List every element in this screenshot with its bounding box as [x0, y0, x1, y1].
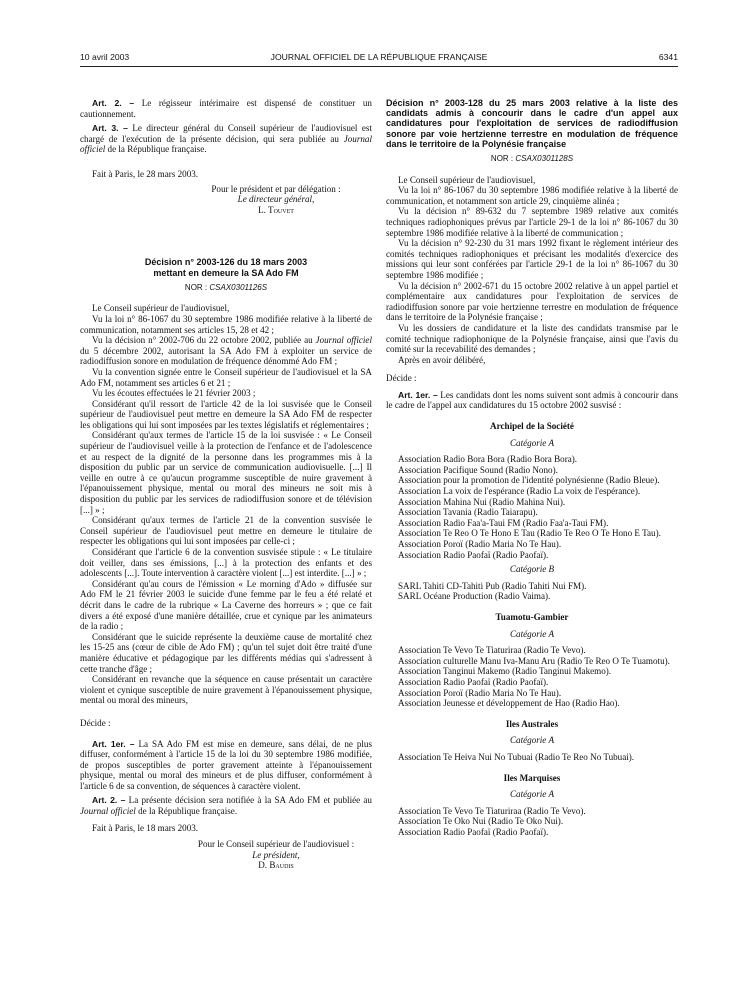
candidate-item: Association Radio Paofaï (Radio Paofaï).	[398, 549, 549, 560]
paragraph: Le Conseil supérieur de l'audiovisuel,	[92, 303, 230, 314]
candidate-item: Association culturelle Manu Iva-Manu Aru (Radio Te Reo O Te Tuamotu).	[398, 655, 670, 666]
signature-block	[180, 839, 372, 871]
candidate-item: Association Jeunesse et développement de Hao (Radio Hao).	[398, 698, 620, 709]
category-heading: Catégorie A	[509, 789, 555, 800]
paragraph: Considérant qu'il ressort de l'article 42 de la loi susvisée que le Conseil supérieur de l'audiovisuel peut mettre en demeure la SA Ado FM de respecter les obligations qui lui sont imposées par les textes législatifs et réglementaires ;	[80, 398, 372, 430]
done-at: Fait à Paris, le 28 mars 2003.	[92, 168, 199, 179]
signature-block	[180, 184, 372, 216]
candidate-item: Association Pacifique Sound (Radio Nono).	[398, 464, 558, 475]
candidate-item: Association La voix de l'espérance (Radio La voix de l'espérance).	[398, 486, 641, 497]
candidate-item: Association Te Vevo Te Tiaturiraa (Radio Te Vevo).	[398, 645, 586, 656]
nor-reference: NOR : CSAX0301128S	[490, 154, 574, 164]
paragraph: Le Conseil supérieur de l'audiovisuel,	[398, 174, 536, 185]
paragraph: Vu la décision n° 2002-706 du 22 octobre 2002, publiée au Journal officiel du 5 décembre 2002, autorisant la SA Ado FM à exploiter un service de radiodiffusion sonore en modulation de fréquence dénommé Ado FM ;	[80, 335, 372, 367]
header-date: 10 avril 2003	[80, 52, 130, 62]
paragraph: Vu les dossiers de candidature et la liste des candidats transmise par le comité technique radiophonique de la Polynésie française, ainsi que l'avis du comité sur la recevabilité des demandes ;	[386, 322, 678, 355]
decide-heading: Décide :	[386, 373, 417, 384]
paragraph: Considérant que le suicide représente la deuxième cause de mortalité chez les 15-25 ans (cœur de cible de Ado FM) ; qu'un tel sujet doit être traité d'une manière éducative et pédagogique par les différents médias qui s'adressent à cette tranche d'âge ;	[80, 631, 372, 674]
category-heading: Catégorie A	[509, 628, 555, 639]
paragraph: Vu la décision n° 89-632 du 7 septembre 1989 relative aux comités techniques radiophoniques prévus par l'article 29-1 de la loi n° 86-1067 du 30 septembre 1986 modifiée relative à la liberté de communication ;	[386, 206, 678, 238]
candidate-item: Association Radio Faa'a-Taui FM (Radio Faa'a-Taui FM).	[398, 517, 609, 528]
candidate-item: Association Poroï (Radio Maria No Te Hau).	[398, 687, 562, 698]
paragraph: Vu les écoutes effectuées le 21 février 2003 ;	[92, 388, 256, 399]
region-heading: Tuamotu-Gambier	[495, 611, 569, 622]
candidate-item: Association Mahina Nui (Radio Mahina Nui).	[398, 496, 566, 507]
region-heading: Iles Australes	[505, 718, 559, 729]
journal-title: JOURNAL OFFICIEL DE LA RÉPUBLIQUE FRANÇAISE	[270, 52, 488, 62]
paragraph: Considérant que l'article 6 de la convention susvisée stipule : « Le titulaire doit veiller, dans ses émissions, [...] à la protection des enfants et des adolescents [...]. Toute intervention à caractère violent [...] est interdite. [...] » ;	[80, 547, 372, 579]
category-heading: Catégorie A	[509, 735, 555, 746]
left-column	[80, 98, 372, 871]
signature-line: Pour le président et par délégation :	[211, 183, 341, 194]
candidate-item: Association Poroï (Radio Maria No Te Hau).	[398, 539, 562, 550]
paragraph: Vu la convention signée entre le Conseil supérieur de l'audiovisuel et la SA Ado FM, notamment ses articles 6 et 21 ;	[80, 366, 372, 388]
article-1: Art. 1er. – Les candidats dont les noms suivent sont admis à concourir dans le cadre de l'appel aux candidatures du 15 octobre 2002 susvisé :	[386, 389, 678, 411]
decision-title: Décision n° 2003-128 du 25 mars 2003 relative à la liste des candidats admis à concourir dans le cadre d'un appel aux candidatures pour l'exploitation de services de radiodiffusion sonore par voie hertzienne terrestre en modulation de fréquence dans le territoire de la Polynésie française	[386, 98, 678, 149]
paragraph: Vu la loi n° 86-1067 du 30 septembre 1986 modifiée relative à la liberté de communication, et notamment son article 29, cinquième alinéa ;	[386, 185, 678, 206]
category-heading: Catégorie B	[509, 564, 555, 575]
candidate-item: Association Te Heiva Nui No Tubuai (Radio Te Reo No Tubuai).	[398, 751, 635, 762]
category-heading: Catégorie A	[509, 437, 555, 448]
paragraph: Considérant qu'aux termes de l'article 21 de la convention susvisée le Conseil supérieur de l'audiovisuel peut mettre en demeure le titulaire de respecter les obligations qui lui sont imposées par celle-ci ;	[80, 515, 372, 547]
candidate-item: Association Radio Paofaï (Radio Paofaï).	[398, 826, 549, 837]
candidate-item: Association Te Vevo Te Tiaturiraa (Radio Te Vevo).	[398, 805, 586, 816]
page-number: 6341	[658, 52, 678, 62]
page-header	[80, 52, 678, 66]
region-heading: Archipel de la Société	[490, 421, 574, 432]
candidate-item: SARL Océane Production (Radio Vaima).	[398, 591, 551, 602]
article-3: Art. 3. – Le directeur général du Conseil supérieur de l'audiovisuel est chargé de l'exécution de la présente décision, qui sera publiée au Journal officiel de la République française.	[80, 123, 372, 155]
paragraph: Après en avoir délibéré,	[398, 354, 486, 365]
signature-line: Pour le Conseil supérieur de l'audiovisuel :	[197, 839, 355, 850]
candidate-item: Association pour la promotion de l'identité polynésienne (Radio Bleue).	[398, 475, 660, 486]
paragraph: Vu la décision n° 2002-671 du 15 octobre 2002 relative à un appel partiel et complémentaire aux candidatures pour l'exploitation de services de radiodiffusion sonore par voie hertzienne terrestre en modulation de fréquence dans le territoire de la Polynésie française ;	[386, 280, 678, 323]
candidate-item: Association Radio Bora Bora (Radio Bora Bora).	[398, 454, 578, 465]
paragraph: Vu la loi n° 86-1067 du 30 septembre 1986 modifiée relative à la liberté de communication, notamment ses articles 15, 28 et 42 ;	[80, 313, 372, 335]
article-2b: Art. 2. – La présente décision sera notifiée à la SA Ado FM et publiée au Journal officiel de la République française.	[80, 795, 372, 817]
region-heading: Iles Marquises	[503, 772, 561, 783]
done-at: Fait à Paris, le 18 mars 2003.	[92, 822, 199, 833]
paragraph: Considérant qu'au cours de l'émission « Le morning d'Ado » diffusée sur Ado FM le 21 février 2003 le suicide d'une femme par le feu a été relaté et décrit dans le cadre de la rubrique « La Caverne des horreurs » ; que ce fait divers a été exposé d'une manière détaillée, crue et cynique par les animateurs de la radio ;	[80, 578, 372, 632]
decision-title: Décision n° 2003-126 du 18 mars 2003 mettant en demeure la SA Ado FM	[144, 257, 308, 278]
nor-reference: NOR : CSAX0301126S	[184, 282, 268, 292]
signature-role: Le président,	[252, 849, 300, 860]
article-1: Art. 1er. – La SA Ado FM est mise en demeure, sans délai, de ne plus diffuser, conformément à l'article 15 de la loi du 30 septembre 1986 modifiée, de propos susceptibles de porter gravement atteinte à l'épanouissement physique, mental ou moral des mineurs et de plus diffuser, conformément à l'article 6 de sa convention, de séquences à caractère violent.	[80, 738, 373, 791]
candidate-item: Association Radio Paofaï (Radio Paofaï).	[398, 676, 549, 687]
candidate-item: Association Te Reo O Te Hono E Tau (Radio Te Reo O Te Hono E Tau).	[398, 528, 661, 539]
candidate-item: Association Tavania (Radio Taiarapu).	[398, 507, 538, 518]
article-2: Art. 2. – Le régisseur intérimaire est dispensé de constituer un cautionnement.	[80, 98, 372, 119]
signature-name: L. Touvet	[258, 204, 294, 215]
signature-role: Le directeur général,	[237, 194, 315, 205]
decide-heading: Décide :	[80, 717, 111, 728]
candidate-item: SARL Tahiti CD-Tahiti Pub (Radio Tahiti Nui FM).	[398, 580, 587, 591]
paragraph: Considérant qu'aux termes de l'article 15 de la loi susvisée : « Le Conseil supérieur de l'audiovisuel veille à la protection de l'enfance et de l'adolescence et au respect de la dignité de la personne dans les programmes mis à la disposition du public par un service de communication audiovisuelle. [...] Il veille en outre à ce qu'aucun programme susceptible de nuire gravement à l'épanouissement physique, mental ou moral des mineurs ne soit mis à disposition du public par les services de radiodiffusion sonore et de télévision [...] » ;	[80, 430, 372, 515]
header-rule	[80, 66, 678, 67]
paragraph: Considérant en revanche que la séquence en cause présentait un caractère violent et cynique susceptible de nuire gravement à l'épanouissement physique, mental ou moral des mineurs,	[80, 674, 372, 706]
paragraph: Vu la décision n° 92-230 du 31 mars 1992 fixant le règlement intérieur des comités techniques radiophoniques et précisant les modalités d'exercice des missions qui leur sont conférées par l'article 29-1 de la loi n° 86-1067 du 30 septembre 1986 modifiée ;	[386, 238, 678, 280]
candidate-item: Association Tanginui Makemo (Radio Tanginui Makemo).	[398, 666, 612, 677]
candidate-list	[386, 421, 678, 837]
candidate-item: Association Te Oko Nui (Radio Te Oko Nui).	[398, 816, 564, 827]
right-column	[386, 98, 678, 837]
signature-name: D. Baudis	[258, 860, 294, 871]
